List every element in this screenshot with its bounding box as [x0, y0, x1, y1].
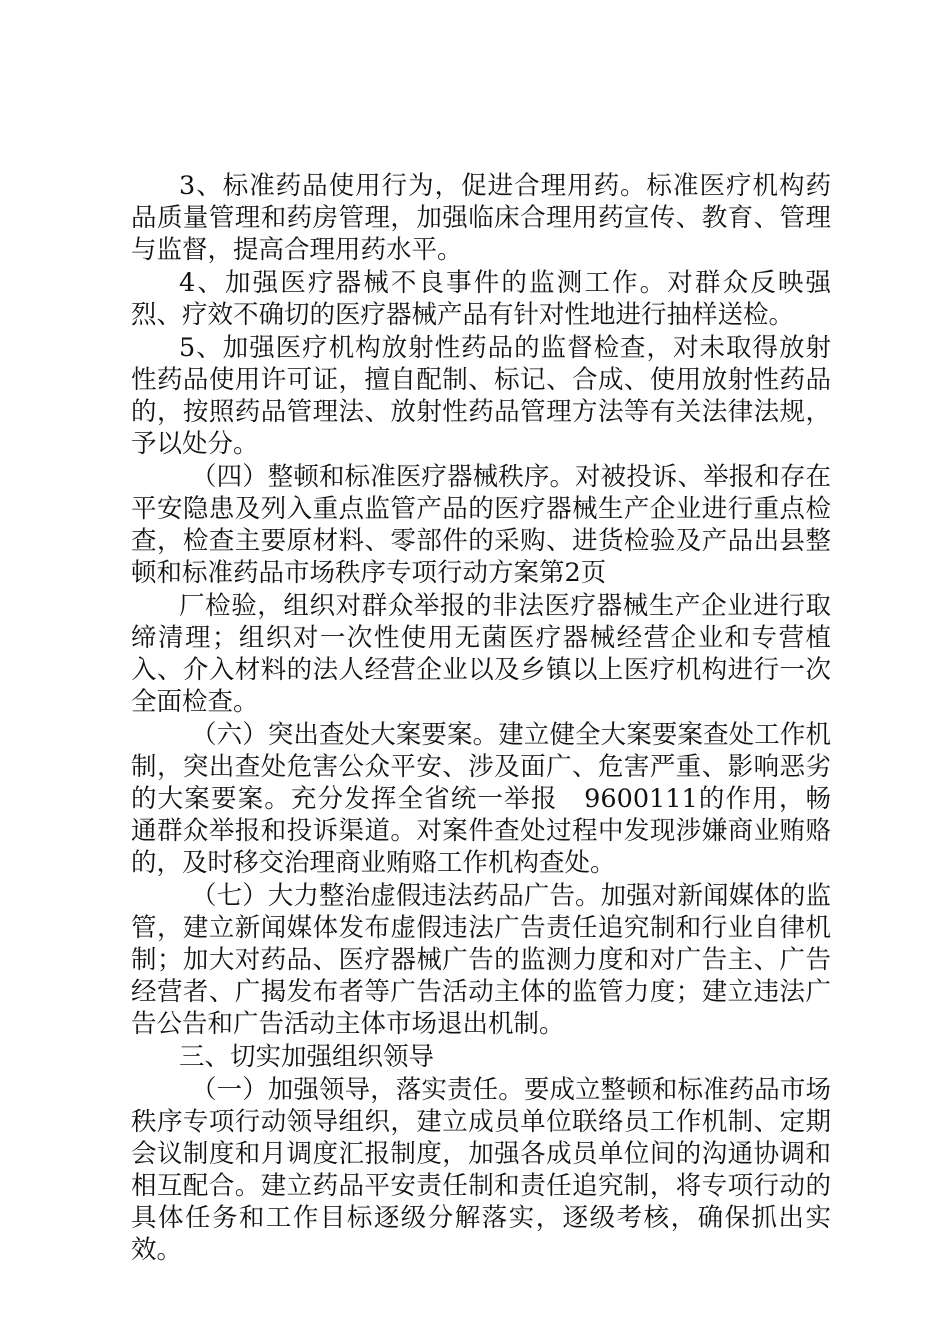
paragraph-item-5: 5、加强医疗机构放射性药品的监督检查，对未取得放射性药品使用许可证，擅自配制、标记、合成、使用放射性药品的，按照药品管理法、放射性药品管理方法等有关法律法规，予以处分。 — [131, 333, 831, 459]
paragraph-section-7: （七）大力整治虚假违法药品广告。加强对新闻媒体的监管，建立新闻媒体发布虚假违法广告责任追究制和行业自律机制；加大对药品、医疗器械广告的监测力度和对广告主、广告经营者、广揭发布者等广告活动主体的监管力度；建立违法广告公告和广告活动主体市场退出机制。 — [131, 881, 831, 1039]
section-heading-3: 三、切实加强组织领导 — [179, 1042, 435, 1072]
paragraph-continuation: 厂检验，组织对群众举报的非法医疗器械生产企业进行取缔清理；组织对一次性使用无菌医疗器械经营企业和专营植入、介入材料的法人经营企业以及乡镇以上医疗机构进行一次全面检查。 — [131, 591, 831, 717]
paragraph-section-3-1: （一）加强领导，落实责任。要成立整顿和标准药品市场秩序专项行动领导组织，建立成员单位联络员工作机制、定期会议制度和月调度汇报制度，加强各成员单位间的沟通协调和相互配合。建立药品平安责任制和责任追究制，将专项行动的具体任务和工作目标逐级分解落实，逐级考核，确保抓出实效。 — [131, 1075, 831, 1265]
document-body — [131, 170, 831, 1267]
paragraph-item-4: 4、加强医疗器械不良事件的监测工作。对群众反映强烈、疗效不确切的医疗器械产品有针对性地进行抽样送检。 — [131, 268, 831, 330]
paragraph-section-6: （六）突出查处大案要案。建立健全大案要案查处工作机制，突出查处危害公众平安、涉及面广、危害严重、影响恶劣的大案要案。充分发挥全省统一举报 9600111的作用，畅通群众举报和投诉渠道。对案件查处过程中发现涉嫌商业贿赂的，及时移交治理商业贿赂工作机构查处。 — [131, 720, 831, 878]
paragraph-section-4: （四）整顿和标准医疗器械秩序。对被投诉、举报和存在平安隐患及列入重点监管产品的医疗器械生产企业进行重点检查，检查主要原材料、零部件的采购、进货检验及产品出县整顿和标准药品市场秩序专项行动方案第2页 — [131, 462, 831, 588]
paragraph-item-3: 3、标准药品使用行为，促进合理用药。标准医疗机构药品质量管理和药房管理，加强临床合理用药宣传、教育、管理与监督，提高合理用药水平。 — [131, 171, 831, 265]
